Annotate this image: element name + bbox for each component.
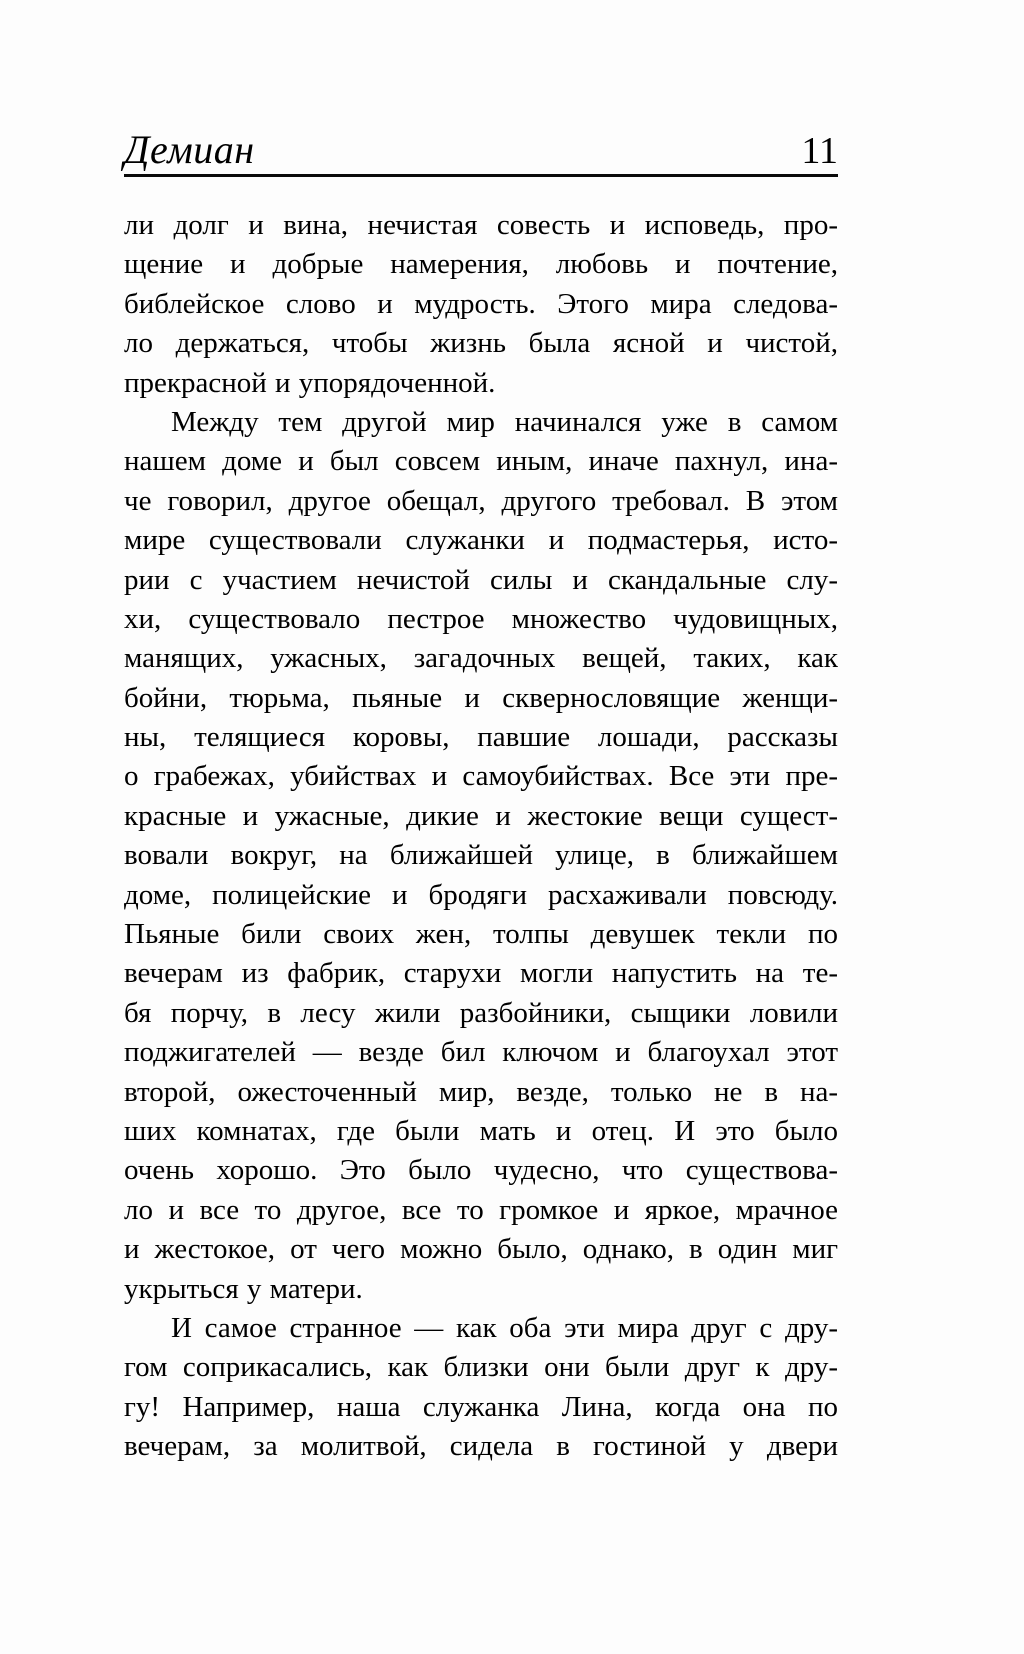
text-line: второй, ожесточенный мир, везде, только не в на- (124, 1075, 838, 1108)
text-line: вечерам, за молитвой, сидела в гостиной у двери (124, 1430, 838, 1463)
text-line: и жестокое, от чего можно было, однако, в один миг (124, 1233, 838, 1266)
text-line: вечерам из фабрик, старухи могли напустить на те- (124, 957, 838, 990)
text-line: гу! Например, наша служанка Лина, когда она по (124, 1390, 838, 1423)
text-line: поджигателей — везде бил ключом и благоухал этот (124, 1036, 838, 1069)
text-line: библейское слово и мудрость. Этого мира следова- (124, 287, 838, 320)
text-line: о грабежах, убийствах и самоубийствах. Все эти пре- (124, 760, 838, 793)
text-line: вовали вокруг, на ближайшей улице, в ближайшем (124, 839, 838, 872)
text-line: бя порчу, в лесу жили разбойники, сыщики ловили (124, 996, 838, 1029)
text-line: укрыться у матери. (124, 1272, 363, 1305)
text-line: ли долг и вина, нечистая совесть и исповедь, про- (124, 209, 838, 241)
text-line: манящих, ужасных, загадочных вещей, таких, как (124, 642, 838, 675)
page-number: 11 (801, 130, 838, 172)
text-line: красные и ужасные, дикие и жестокие вещи сущест- (124, 799, 838, 832)
text-line: нашем доме и был совсем иным, иначе пахнул, ина- (124, 445, 838, 478)
text-line: че говорил, другое обещал, другого требовал. В этом (124, 484, 838, 517)
text-line: ло и все то другое, все то громкое и яркое, мрачное (124, 1193, 838, 1226)
text-line: хи, существовало пестрое множество чудовищных, (124, 602, 838, 635)
text-line: прекрасной и упорядоченной. (124, 366, 496, 399)
text-line: гом соприкасались, как близки они были друг к дру- (124, 1351, 838, 1384)
text-line: бойни, тюрьма, пьяные и сквернословящие женщи- (124, 681, 838, 714)
text-line: Между тем другой мир начинался уже в самом (171, 405, 838, 438)
page-text (124, 206, 838, 1467)
text-line: доме, полицейские и бродяги расхаживали повсюду. (124, 878, 838, 911)
text-line: щение и добрые намерения, любовь и почтение, (124, 248, 838, 281)
text-line: ших комнатах, где были мать и отец. И это было (124, 1114, 838, 1147)
text-line: рии с участием нечистой силы и скандальные слу- (124, 563, 838, 596)
text-line: мире существовали служанки и подмастерья, исто- (124, 524, 838, 557)
text-line: Пьяные били своих жен, толпы девушек текли по (124, 918, 838, 951)
page-header (124, 126, 838, 175)
text-line: очень хорошо. Это было чудесно, что существова- (124, 1154, 838, 1187)
text-line: ны, телящиеся коровы, павшие лошади, рассказы (124, 721, 838, 754)
running-title: Демиан (124, 127, 255, 172)
header-divider (124, 174, 838, 177)
text-line: И самое странное — как оба эти мира друг с дру- (171, 1311, 838, 1344)
text-line: ло держаться, чтобы жизнь была ясной и чистой, (124, 327, 838, 360)
